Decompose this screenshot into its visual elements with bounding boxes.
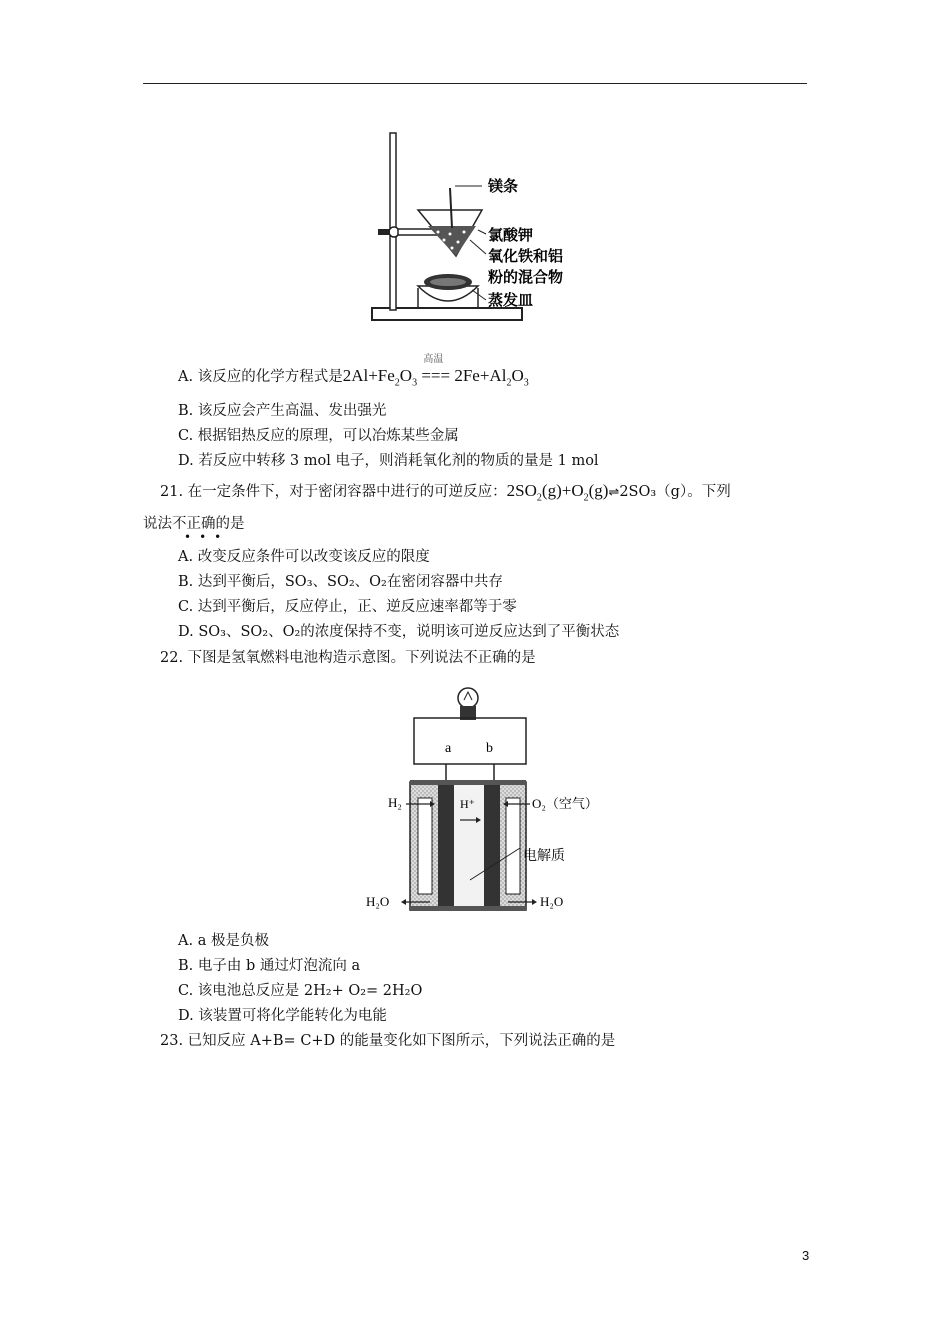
thermite-equation: $2Al+Fe_2O_3$ 高温 === $2Fe+Al_2O_3$ xyxy=(343,366,529,385)
electrode-b-label: b xyxy=(486,741,493,756)
electrode-a-label: a xyxy=(445,741,452,756)
fuel-cell-figure xyxy=(360,680,610,920)
q21-option-d: D. SO₃、SO₂、O₂的浓度保持不变，说明该可逆反应达到了平衡状态 xyxy=(178,624,620,640)
q20-option-b: B. 该反应会产生高温、发出强光 xyxy=(178,403,387,419)
q21-equation-text: 2SO xyxy=(506,481,537,500)
label-evaporating-dish: 蒸发皿 xyxy=(488,291,534,309)
q22-option-a: A. a 极是负极 xyxy=(178,933,269,949)
electrolyte-label: 电解质 xyxy=(523,848,565,864)
q20-option-c: C. 根据铝热反应的原理，可以冶炼某些金属 xyxy=(178,428,459,444)
equation-condition: 高温 xyxy=(423,354,444,365)
equation-arrow: === xyxy=(421,366,451,385)
q20-option-a-text: A. 该反应的化学方程式是 xyxy=(178,369,343,385)
header-rule xyxy=(143,83,807,84)
label-potassium-chlorate: 氯酸钾 xyxy=(488,226,534,244)
o2-inlet-label: O₂（空气） xyxy=(532,796,598,811)
h2o-right-label: H₂O xyxy=(540,894,564,909)
q22-stem: 22. 下图是氢氧燃料电池构造示意图。下列说法不正确的是 xyxy=(160,650,536,666)
q22-option-c: C. 该电池总反应是 2H₂+ O₂= 2H₂O xyxy=(178,983,423,999)
q21-option-b: B. 达到平衡后，SO₃、SO₂、O₂在密闭容器中共存 xyxy=(178,574,503,590)
page-number: 3 xyxy=(802,1248,810,1263)
proton-label: H⁺ xyxy=(460,797,475,811)
emphasis-dots: ••• xyxy=(184,530,230,544)
q21-stem-prefix: 21. 在一定条件下，对于密闭容器中进行的可逆反应： xyxy=(160,484,507,500)
label-magnesium-strip: 镁条 xyxy=(488,177,519,195)
q22-option-b: B. 电子由 b 通过灯泡流向 a xyxy=(178,958,361,974)
q21-stem xyxy=(160,481,731,508)
q21-option-c: C. 达到平衡后，反应停止，正、逆反应速率都等于零 xyxy=(178,599,517,615)
equation-right: 2Fe+Al xyxy=(454,366,507,385)
q21-stem-suffix: 2SO₃（g）。下列 xyxy=(619,484,731,500)
q21-equation: $2SO_2(g)+O_2(g)\rightleftharpoons$ xyxy=(506,481,620,504)
q22-option-d: D. 该装置可将化学能转化为电能 xyxy=(178,1008,387,1024)
q20-option-a xyxy=(178,354,529,393)
thermite-apparatus-figure xyxy=(360,128,600,328)
q21-stem-continuation: 说法不正确的是 xyxy=(143,516,245,532)
q20-option-d: D. 若反应中转移 3 mol 电子，则消耗氧化剂的物质的量是 1 mol xyxy=(178,453,599,469)
equation-left: 2Al+Fe xyxy=(342,366,395,385)
q23-stem: 23. 已知反应 A+B= C+D 的能量变化如下图所示，下列说法正确的是 xyxy=(160,1033,616,1049)
q21-option-a: A. 改变反应条件可以改变该反应的限度 xyxy=(178,549,430,565)
label-mixture-line1: 氧化铁和铝 xyxy=(488,247,564,265)
h2o-left-label: H₂O xyxy=(366,894,390,909)
label-mixture-line2: 粉的混合物 xyxy=(488,268,564,286)
h2-inlet-label: H₂ xyxy=(388,795,402,810)
